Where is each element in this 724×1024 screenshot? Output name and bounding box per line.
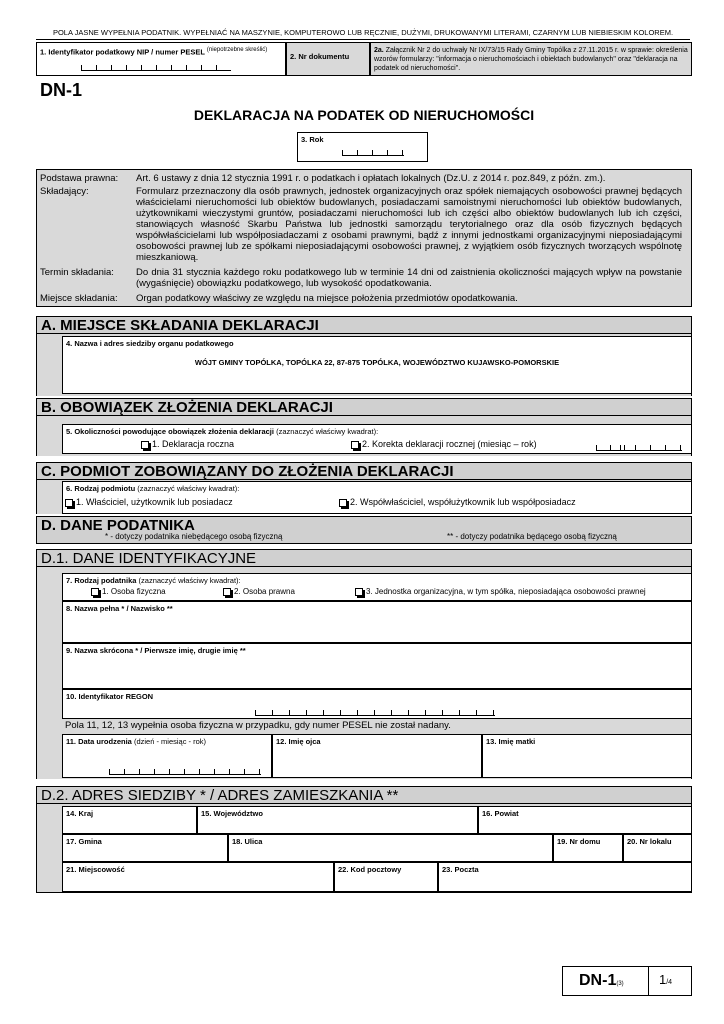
section-c-heading: C. PODMIOT ZOBOWIĄZANY DO ZŁOŻENIA DEKLARACJI [36,462,692,480]
field-21-label: 21. Miejscowość [66,865,125,874]
field-18-label: 18. Ulica [232,837,263,846]
field-9-short-name[interactable] [62,643,692,689]
field-21-locality[interactable] [62,862,334,892]
field-15-label: 15. Województwo [201,809,263,818]
field-3-year[interactable] [297,132,428,162]
field-4-value: WÓJT GMINY TOPÓLKA, TOPÓLKA 22, 87-875 TOPÓLKA, WOJEWÓDZTWO KUJAWSKO-POMORSKIE [194,358,560,367]
field-18-street[interactable] [228,834,553,862]
year-ticks [620,445,682,451]
checkbox-icon[interactable] [223,588,231,596]
note-natural: ** - dotyczy podatnika będącego osobą fizyczną [447,532,617,541]
form-code: DN-1 [40,80,83,100]
info-row-place [0,293,724,305]
field-10-label: 10. Identyfikator REGON [66,692,154,701]
checkbox-icon[interactable] [351,441,359,449]
field-1-nip-pesel[interactable] [36,42,286,76]
section-a-heading: A. MIEJSCE SKŁADANIA DEKLARACJI [36,316,692,334]
checkbox-icon[interactable] [355,588,363,596]
field-19-label: 19. Nr domu [557,837,601,846]
nip-input-ticks [81,65,231,71]
section-b-heading: B. OBOWIĄZEK ZŁOŻENIA DEKLARACJI [36,398,692,416]
field-23-post-office[interactable] [438,862,692,892]
field-14-label: 14. Kraj [66,809,94,818]
field-17-commune[interactable] [62,834,228,862]
field-2a-attachment-note [370,42,692,76]
field-19-house-number[interactable] [553,834,623,862]
option-legal-person[interactable] [223,587,295,596]
field-2a-number: 2a. [374,47,384,54]
field-22-postal-code[interactable] [334,862,438,892]
field-8-full-name[interactable] [62,601,692,643]
field-11-hint: (dzień - miesiąc - rok) [133,737,207,746]
footer-page-number [659,972,672,987]
page-current: 1 [659,972,667,987]
option-label: 3. Jednostka organizacyjna, w tym spółka, nieposiadająca osobowości prawnej [366,587,646,596]
info-row-legal-basis [0,173,724,187]
section-d1-heading: D.1. DANE IDENTYFIKACYJNE [36,549,692,567]
birth-date-ticks [109,769,261,775]
field-23-label: 23. Poczta [442,865,479,874]
checkbox-icon[interactable] [339,499,347,507]
field-20-label: 20. Nr lokalu [627,837,672,846]
page-total: /4 [666,979,673,986]
field-7-taxpayer-type [62,573,692,601]
field-2a-text: Załącznik Nr 2 do uchwały Nr IX/73/15 Rady Gminy Topólka z 27.11.2015 r. w sprawie: określenia wzorów formularzy: "informacja o nieruchomościach i obiektach budowlanych" oraz "deklaracja na podatek od nieruchomości". [374,47,688,72]
field-10-regon[interactable] [62,689,692,719]
option-label: 1. Właściciel, użytkownik lub posiadacz [76,497,233,507]
info-key: Składający: [40,186,89,197]
checkbox-icon[interactable] [65,499,73,507]
info-row-filer [0,186,724,266]
field-2-document-number [286,42,370,76]
field-16-county[interactable] [478,806,692,834]
field-4-label: 4. Nazwa i adres siedziby organu podatkowego [66,339,234,348]
footer-form-code [563,967,649,995]
option-annual-declaration[interactable] [141,439,234,449]
pesel-note: Pola 11, 12, 13 wypełnia osoba fizyczna w przypadku, gdy numer PESEL nie został nadany. [65,720,451,731]
info-key: Termin składania: [40,267,114,278]
option-correction[interactable] [351,439,537,449]
field-20-apartment-number[interactable] [623,834,692,862]
field-12-father-name[interactable] [272,734,482,778]
info-value: Art. 6 ustawy z dnia 12 stycznia 1991 r. o podatkach i opłatach lokalnych (Dz.U. z 2014 r. poz.849, z późn. zm.). [136,173,606,184]
field-14-country[interactable] [62,806,197,834]
top-instruction: POLA JASNE WYPEŁNIA PODATNIK. WYPEŁNIAĆ NA MASZYNIE, KOMPUTEROWO LUB RĘCZNIE, DUŻYMI, DRUKOWANYMI LITERAMI, CZARNYM LUB NIEBIESKIM KOLOREM. [36,28,690,40]
option-owner[interactable] [65,497,233,507]
footer-page-box [562,966,692,996]
section-d-heading-block [36,516,692,544]
field-3-label: 3. Rok [301,135,324,144]
field-13-mother-name[interactable] [482,734,692,778]
field-2-label: 2. Nr dokumentu [290,52,350,61]
option-label: 1. Osoba fizyczna [102,587,166,596]
option-natural-person[interactable] [91,587,166,596]
note-non-natural: * - dotyczy podatnika niebędącego osobą fizyczną [105,532,283,541]
field-5-label: 5. Okoliczności powodujące obowiązek złożenia deklaracji [66,427,274,436]
field-17-label: 17. Gmina [66,837,102,846]
info-value: Do dnia 31 stycznia każdego roku podatkowego lub w terminie 14 dni od zaistnienia okoliczności mających wpływ na powstanie (wygaśnięcie) obowiązku podatkowego, lub wysokość opodatkowania. [136,267,682,289]
field-15-voivodeship[interactable] [197,806,478,834]
field-1-note: (niepotrzebne skreślić) [206,47,268,53]
option-label: 1. Deklaracja roczna [152,439,235,449]
field-7-hint: (zaznaczyć właściwy kwadrat): [138,576,241,585]
year-input-ticks [342,150,404,156]
field-7-label: 7. Rodzaj podatnika [66,576,137,585]
field-6-label: 6. Rodzaj podmiotu [66,484,136,493]
field-22-label: 22. Kod pocztowy [338,865,402,874]
field-11-label: 11. Data urodzenia [66,737,132,746]
field-1-label: Identyfikator podatkowy NIP / numer PESEL [48,47,205,57]
field-8-label: 8. Nazwa pełna * / Nazwisko ** [66,604,173,613]
info-value: Organ podatkowy właściwy ze względu na miejsce położenia przedmiotów opodatkowania. [136,293,518,304]
footer-version: (3) [616,981,624,987]
form-title: DEKLARACJA NA PODATEK OD NIERUCHOMOŚCI [193,107,535,123]
field-4-tax-office [62,336,692,394]
field-5-reason [62,424,692,454]
option-label: 2. Osoba prawna [234,587,295,596]
info-key: Miejsce składania: [40,293,118,304]
field-16-label: 16. Powiat [482,809,519,818]
footer-code: DN-1 [579,972,617,989]
field-5-hint: (zaznaczyć właściwy kwadrat): [276,427,379,436]
checkbox-icon[interactable] [91,588,99,596]
info-value: Formularz przeznaczony dla osób prawnych, jednostek organizacyjnych oraz spółek niemających osobowości prawnej będących właścicielami nieruchomości lub obiektów budowlanych, posiadaczami samoistnymi nieruchomości lub obiektów budowlanych, użytkownikami wieczystymi gruntów, posiadaczami nieruchomości lub ich części albo obiektów budowlanych lub ich części, stanowiących własność Skarbu Państwa lub jednostki samorządu terytorialnego oraz dla osób fizycznych będących współwłaścicielami lub współposiadaczami z osobami prawnymi, bądź z innymi jednostkami organizacyjnymi nieposiadającymi osobowości prawnej lub ze spółkami nieposiadającymi osobowości prawnej, z wyjątkiem osób fizycznych tworzących wspólnotę mieszkaniową. [136,186,682,263]
field-6-hint: (zaznaczyć właściwy kwadrat): [137,484,240,493]
field-6-entity-type [62,481,692,514]
field-1-number: 1. [40,47,47,57]
field-13-label: 13. Imię matki [486,737,536,746]
info-key: Podstawa prawna: [40,173,119,184]
option-label: 2. Współwłaściciel, współużytkownik lub współposiadacz [350,497,576,507]
field-11-birth-date[interactable] [62,734,272,778]
option-co-owner[interactable] [339,497,576,507]
regon-ticks [255,710,495,716]
field-12-label: 12. Imię ojca [276,737,321,746]
section-d-heading: D. DANE PODATNIKA [41,517,195,534]
info-row-deadline [0,267,724,291]
section-d2-heading: D.2. ADRES SIEDZIBY * / ADRES ZAMIESZKANIA ** [36,786,692,804]
field-9-label: 9. Nazwa skrócona * / Pierwsze imię, drugie imię ** [66,646,246,655]
option-label: 2. Korekta deklaracji rocznej (miesiąc – rok) [362,439,537,449]
checkbox-icon[interactable] [141,441,149,449]
option-organizational-unit[interactable] [355,587,646,596]
